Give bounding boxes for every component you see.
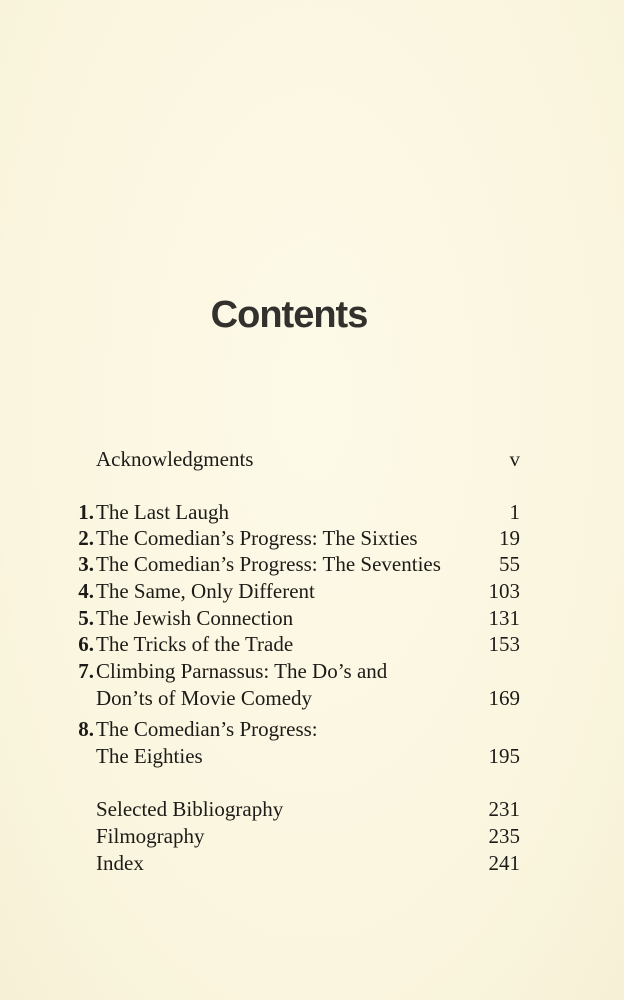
toc-chapter-7-continued (0, 685, 624, 711)
chapter-number: 8. (78, 717, 94, 741)
toc-entry-bibliography (0, 796, 624, 822)
toc-chapter-5 (0, 605, 624, 631)
chapter-number: 6. (78, 632, 94, 656)
toc-chapter-3 (0, 551, 624, 577)
toc-chapter-8-continued (0, 743, 624, 769)
chapter-number: 4. (78, 579, 94, 603)
toc-chapter-2 (0, 525, 624, 551)
toc-chapter-7 (0, 658, 624, 684)
toc-entry-page: 231 (488, 797, 520, 821)
chapter-number: 7. (78, 659, 94, 683)
toc-entry-acknowledgments (0, 446, 624, 472)
toc-entry-label: Index (96, 851, 144, 875)
chapter-page: 195 (488, 744, 520, 768)
chapter-title: The Comedian’s Progress: The Seventies (96, 552, 441, 576)
chapter-number: 2. (78, 526, 94, 550)
chapter-title: The Last Laugh (96, 500, 229, 524)
chapter-title: The Jewish Connection (96, 606, 294, 630)
chapter-page: 131 (488, 606, 520, 630)
toc-entry-filmography (0, 823, 624, 849)
chapter-page: 103 (488, 579, 520, 603)
toc-entry-page: 241 (488, 851, 520, 875)
page-title: Contents (210, 294, 368, 336)
toc-chapter-8 (0, 716, 624, 742)
chapter-number: 3. (78, 552, 94, 576)
chapter-title-line-2: Don’ts of Movie Comedy (96, 686, 313, 710)
chapter-title: The Tricks of the Trade (96, 632, 294, 656)
chapter-number: 5. (78, 606, 94, 630)
toc-entry-label: Acknowledgments (96, 447, 254, 471)
toc-entry-label: Filmography (96, 824, 205, 848)
toc-chapter-6 (0, 631, 624, 657)
chapter-page: 153 (488, 632, 520, 656)
chapter-number: 1. (78, 500, 94, 524)
chapter-page: 169 (488, 686, 520, 710)
toc-entry-page: 235 (488, 824, 520, 848)
toc-entry-label: Selected Bibliography (96, 797, 284, 821)
chapter-title: The Same, Only Different (96, 579, 315, 603)
chapter-title: The Comedian’s Progress: The Sixties (96, 526, 418, 550)
chapter-page: 55 (499, 552, 520, 576)
chapter-title-line-1: The Comedian’s Progress: (96, 717, 318, 741)
chapter-title-line-2: The Eighties (96, 744, 203, 768)
chapter-page: 1 (509, 500, 520, 524)
toc-entry-page: v (509, 447, 520, 471)
toc-chapter-4 (0, 578, 624, 604)
chapter-title-line-1: Climbing Parnassus: The Do’s and (96, 659, 388, 683)
chapter-page: 19 (499, 526, 520, 550)
toc-chapter-1 (0, 499, 624, 525)
toc-entry-index (0, 850, 624, 876)
